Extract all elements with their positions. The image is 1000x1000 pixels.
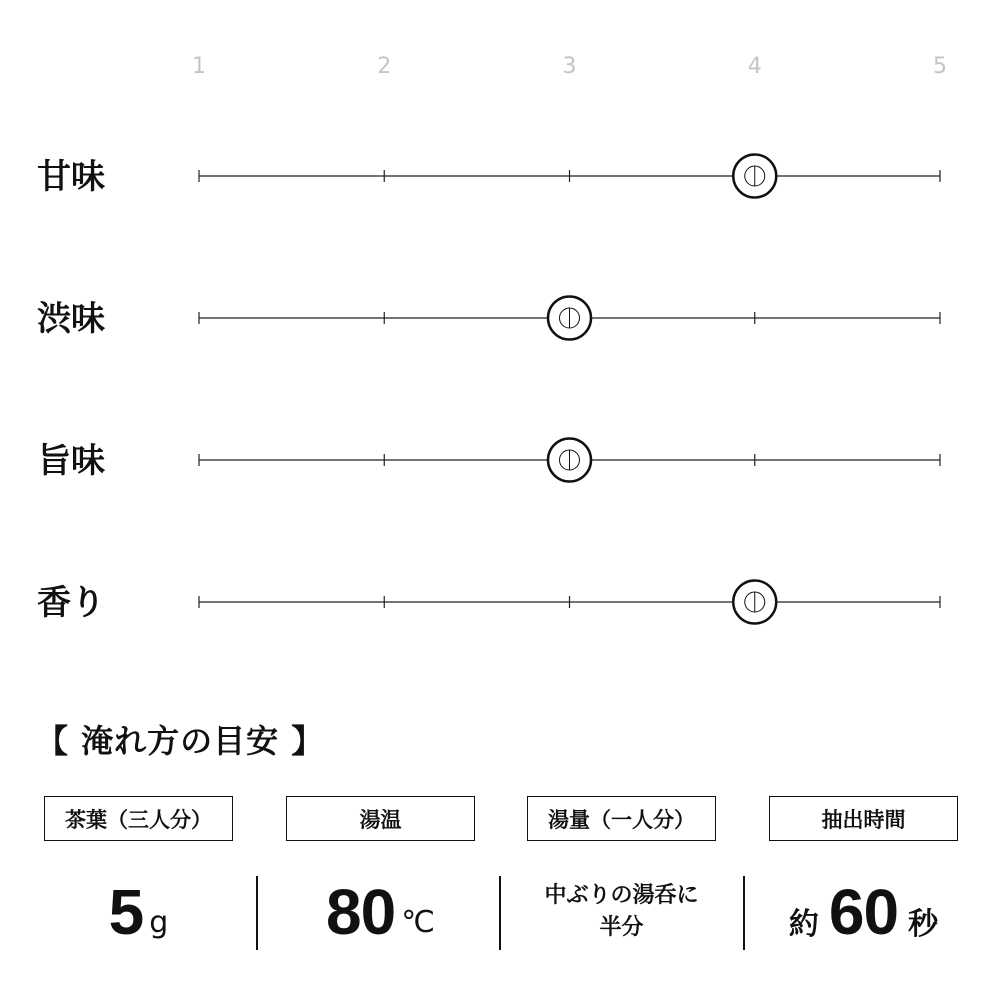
tea-leaves-header: 茶葉（三人分） [44,796,233,841]
steeping-time-header: 抽出時間 [769,796,958,841]
value-divider [499,876,501,950]
steeping-time-value [769,872,958,952]
row-label: 香り [37,583,105,623]
water-amount-line-1: 中ぶりの湯呑に [544,883,699,909]
steeping-time-prefix: 約 [788,907,819,942]
water-amount-value [512,872,731,952]
scale-number-4: 4 [747,54,762,79]
tea-leaves-value [44,872,233,952]
row-label: 旨味 [37,441,105,481]
water-temperature-header: 湯温 [286,796,475,841]
water-temperature-unit: ℃ [401,905,435,940]
water-temperature-value [286,872,475,952]
row-label: 渋味 [37,299,105,339]
scale-number-2: 2 [377,54,392,79]
water-amount-line-2: 半分 [599,915,644,940]
scale-number-5: 5 [933,54,947,79]
steeping-time-suffix: 秒 [908,907,939,942]
scale-number-1: 1 [192,54,206,79]
scale-number-3: 3 [562,54,577,79]
value-divider [256,876,258,950]
steeping-time-number: 60 [828,876,899,948]
tea-leaves-amount: 5 [108,876,144,948]
water-temperature-number: 80 [326,876,396,948]
water-amount-header: 湯量（一人分） [527,796,716,841]
brewing-guide-title: 【 淹れ方の目安 】 [36,722,325,760]
tea-leaves-unit: g [149,905,169,940]
value-divider [743,876,745,950]
row-label: 甘味 [37,157,105,197]
